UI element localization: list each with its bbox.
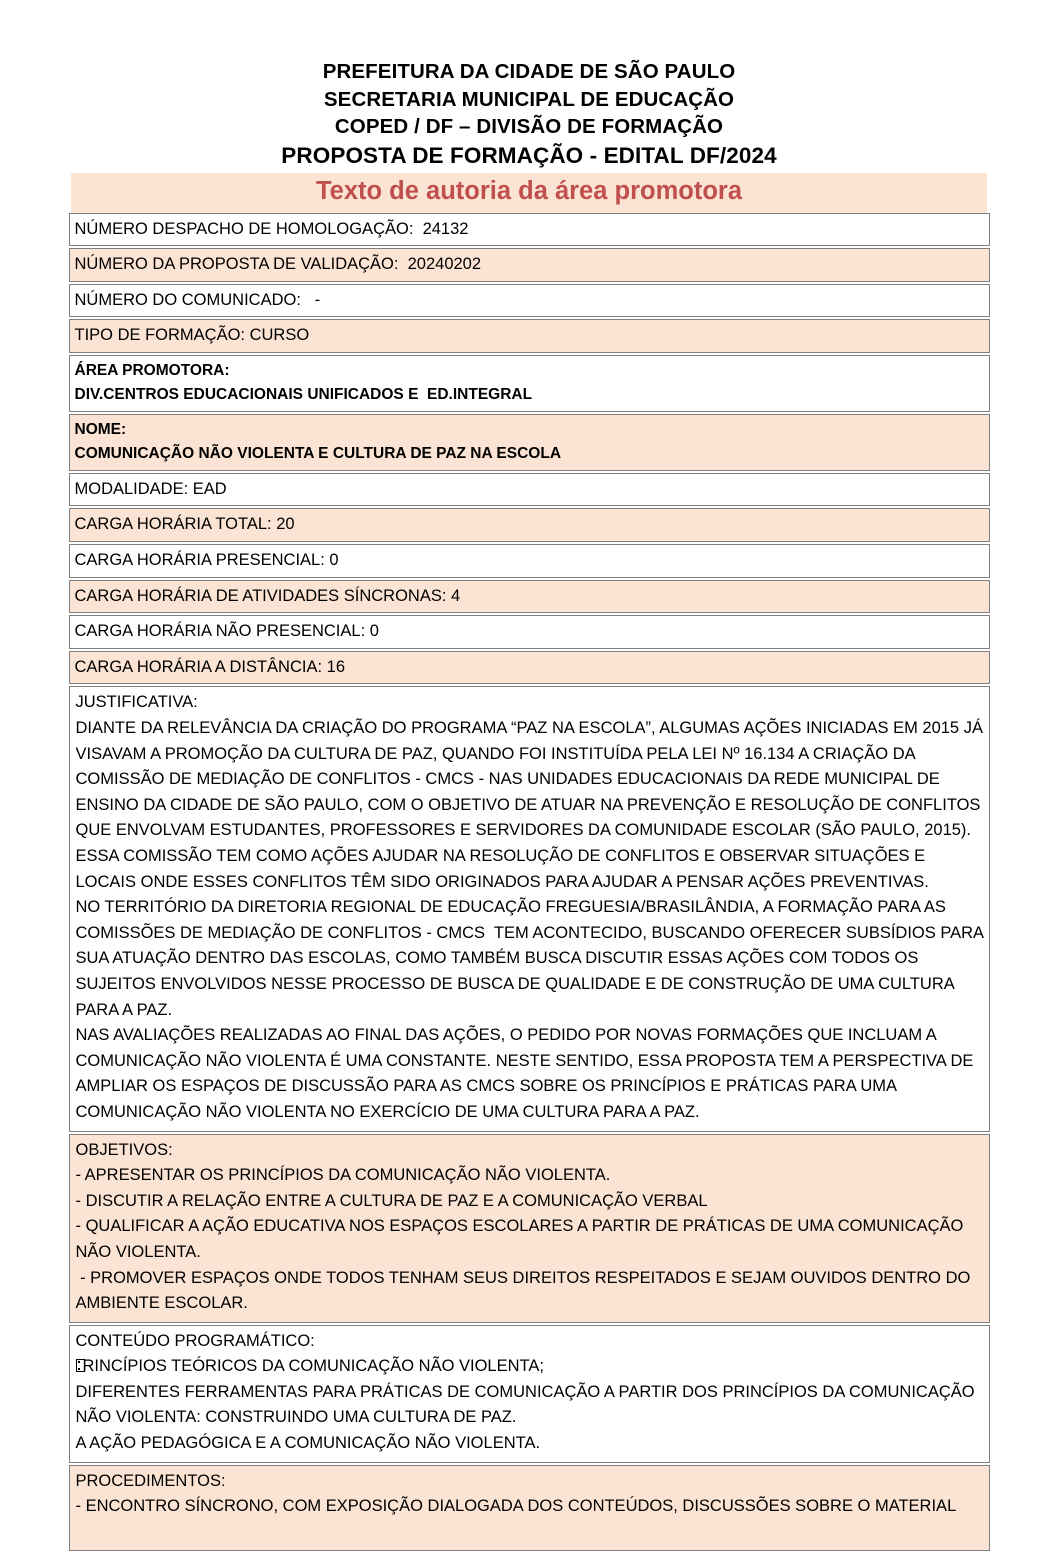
procedimentos-label: PROCEDIMENTOS: xyxy=(76,1469,984,1495)
row-justificativa xyxy=(69,686,990,1131)
proposal-table xyxy=(69,213,990,1551)
objetivos-item: - APRESENTAR OS PRINCÍPIOS DA COMUNICAÇÃO NÃO VIOLENTA. xyxy=(76,1163,984,1189)
row-area-promotora xyxy=(69,355,990,412)
carga-horaria-nao-presencial-text: CARGA HORÁRIA NÃO PRESENCIAL: 0 xyxy=(75,619,985,644)
justificativa-paragraph: DIANTE DA RELEVÂNCIA DA CRIAÇÃO DO PROGRAMA “PAZ NA ESCOLA”, ALGUMAS AÇÕES INICIADAS EM 2015 JÁ VISAVAM A PROMOÇÃO DA CULTURA DE PAZ, QUANDO FOI INSTITUÍDA PELA LEI Nº 16.134 A CRIAÇÃO DA COMISSÃO DE MEDIAÇÃO DE CONFLITOS - CMCS - NAS UNIDADES EDUCACIONAIS DA REDE MUNICIPAL DE ENSINO DA CIDADE DE SÃO PAULO, COM O OBJETIVO DE ATUAR NA PREVENÇÃO E RESOLUÇÃO DE CONFLITOS QUE ENVOLVAM ESTUDANTES, PROFESSORES E SERVIDORES DA COMUNIDADE ESCOLAR (SÃO PAULO, 2015). ESSA COMISSÃO TEM COMO AÇÕES AJUDAR NA RESOLUÇÃO DE CONFLITOS E OBSERVAR SITUAÇÕES E LOCAIS ONDE ESSES CONFLITOS TÊM SIDO ORIGINADOS PARA AJUDAR A PENSAR AÇÕES PREVENTIVAS. xyxy=(76,716,984,895)
carga-horaria-distancia-text: CARGA HORÁRIA A DISTÂNCIA: 16 xyxy=(75,655,985,680)
justificativa-paragraph: NAS AVALIAÇÕES REALIZADAS AO FINAL DAS AÇÕES, O PEDIDO POR NOVAS FORMAÇÕES QUE INCLUAM A COMUNICAÇÃO NÃO VIOLENTA É UMA CONSTANTE. NESTE SENTIDO, ESSA PROPOSTA TEM A PERSPECTIVA DE AMPLIAR OS ESPAÇOS DE DISCUSSÃO PARA AS CMCS SOBRE OS PRINCÍPIOS E PRÁTICAS PARA UMA COMUNICAÇÃO NÃO VIOLENTA NO EXERCÍCIO DE UMA CULTURA PARA A PAZ. xyxy=(76,1023,984,1125)
row-objetivos xyxy=(69,1134,990,1323)
row-modalidade xyxy=(69,473,990,507)
numero-comunicado-text: NÚMERO DO COMUNICADO: - xyxy=(75,288,985,313)
conteudo-programatico-label: CONTEÚDO PROGRAMÁTICO: xyxy=(76,1329,984,1355)
row-numero-comunicado xyxy=(69,284,990,318)
conteudo-programatico-item: A AÇÃO PEDAGÓGICA E A COMUNICAÇÃO NÃO VIOLENTA. xyxy=(76,1431,984,1457)
author-banner-text: Texto de autoria da área promotora xyxy=(71,176,987,207)
heading-line-prefeitura: PREFEITURA DA CIDADE DE SÃO PAULO xyxy=(0,58,1058,86)
document-heading xyxy=(0,0,1058,171)
missing-glyph-box-icon xyxy=(76,1359,85,1372)
row-procedimentos xyxy=(69,1465,990,1551)
row-numero-despacho xyxy=(69,213,990,247)
numero-despacho-text: NÚMERO DESPACHO DE HOMOLOGAÇÃO: 24132 xyxy=(75,217,985,242)
row-carga-horaria-sincronas xyxy=(69,580,990,614)
objetivos-item: - QUALIFICAR A AÇÃO EDUCATIVA NOS ESPAÇOS ESCOLARES A PARTIR DE PRÁTICAS DE UMA COMUNICAÇÃO NÃO VIOLENTA. xyxy=(76,1214,984,1265)
row-carga-horaria-presencial xyxy=(69,544,990,578)
author-banner xyxy=(71,173,987,213)
tipo-formacao-text: TIPO DE FORMAÇÃO: CURSO xyxy=(75,323,985,348)
conteudo-programatico-item xyxy=(76,1354,984,1380)
row-numero-proposta-validacao xyxy=(69,248,990,282)
row-nome xyxy=(69,414,990,471)
heading-line-proposta: PROPOSTA DE FORMAÇÃO - EDITAL DF/2024 xyxy=(0,141,1058,171)
justificativa-paragraph: NO TERRITÓRIO DA DIRETORIA REGIONAL DE EDUCAÇÃO FREGUESIA/BRASILÂNDIA, A FORMAÇÃO PARA AS COMISSÕES DE MEDIAÇÃO DE CONFLITOS - CMCS TEM ACONTECIDO, BUSCANDO OFERECER SUBSÍDIOS PARA SUA ATUAÇÃO DENTRO DAS ESCOLAS, COMO TAMBÉM BUSCA DISCUTIR ESSAS AÇÕES COM TODOS OS SUJEITOS ENVOLVIDOS NESSE PROCESSO DE BUSCA DE QUALIDADE E DE CONSTRUÇÃO DE UMA CULTURA PARA A PAZ. xyxy=(76,895,984,1023)
objetivos-item: - DISCUTIR A RELAÇÃO ENTRE A CULTURA DE PAZ E A COMUNICAÇÃO VERBAL xyxy=(76,1189,984,1215)
procedimentos-spacer xyxy=(76,1520,984,1546)
conteudo-programatico-item: DIFERENTES FERRAMENTAS PARA PRÁTICAS DE COMUNICAÇÃO A PARTIR DOS PRINCÍPIOS DA COMUNICAÇÃO NÃO VIOLENTA: CONSTRUINDO UMA CULTURA DE PAZ. xyxy=(76,1380,984,1431)
objetivos-item: - PROMOVER ESPAÇOS ONDE TODOS TENHAM SEUS DIREITOS RESPEITADOS E SEJAM OUVIDOS DENTRO DO AMBIENTE ESCOLAR. xyxy=(76,1266,984,1317)
row-carga-horaria-distancia xyxy=(69,651,990,685)
carga-horaria-total-text: CARGA HORÁRIA TOTAL: 20 xyxy=(75,512,985,537)
row-carga-horaria-nao-presencial xyxy=(69,615,990,649)
modalidade-text: MODALIDADE: EAD xyxy=(75,477,985,502)
row-tipo-formacao xyxy=(69,319,990,353)
carga-horaria-sincronas-text: CARGA HORÁRIA DE ATIVIDADES SÍNCRONAS: 4 xyxy=(75,584,985,609)
carga-horaria-presencial-text: CARGA HORÁRIA PRESENCIAL: 0 xyxy=(75,548,985,573)
nome-value: COMUNICAÇÃO NÃO VIOLENTA E CULTURA DE PAZ NA ESCOLA xyxy=(75,442,985,466)
heading-line-coped: COPED / DF – DIVISÃO DE FORMAÇÃO xyxy=(0,113,1058,141)
procedimentos-item: - ENCONTRO SÍNCRONO, COM EXPOSIÇÃO DIALOGADA DOS CONTEÚDOS, DISCUSSÕES SOBRE O MATERIAL xyxy=(76,1494,984,1520)
area-promotora-value: DIV.CENTROS EDUCACIONAIS UNIFICADOS E ED.INTEGRAL xyxy=(75,383,985,407)
heading-line-secretaria: SECRETARIA MUNICIPAL DE EDUCAÇÃO xyxy=(0,86,1058,114)
area-promotora-label: ÁREA PROMOTORA: xyxy=(75,359,985,383)
objetivos-label: OBJETIVOS: xyxy=(76,1138,984,1164)
row-conteudo-programatico xyxy=(69,1325,990,1463)
conteudo-programatico-item-text: RINCÍPIOS TEÓRICOS DA COMUNICAÇÃO NÃO VIOLENTA; xyxy=(83,1357,544,1375)
row-carga-horaria-total xyxy=(69,508,990,542)
nome-label: NOME: xyxy=(75,418,985,442)
numero-proposta-validacao-text: NÚMERO DA PROPOSTA DE VALIDAÇÃO: 20240202 xyxy=(75,252,985,277)
justificativa-label: JUSTIFICATIVA: xyxy=(76,690,984,716)
